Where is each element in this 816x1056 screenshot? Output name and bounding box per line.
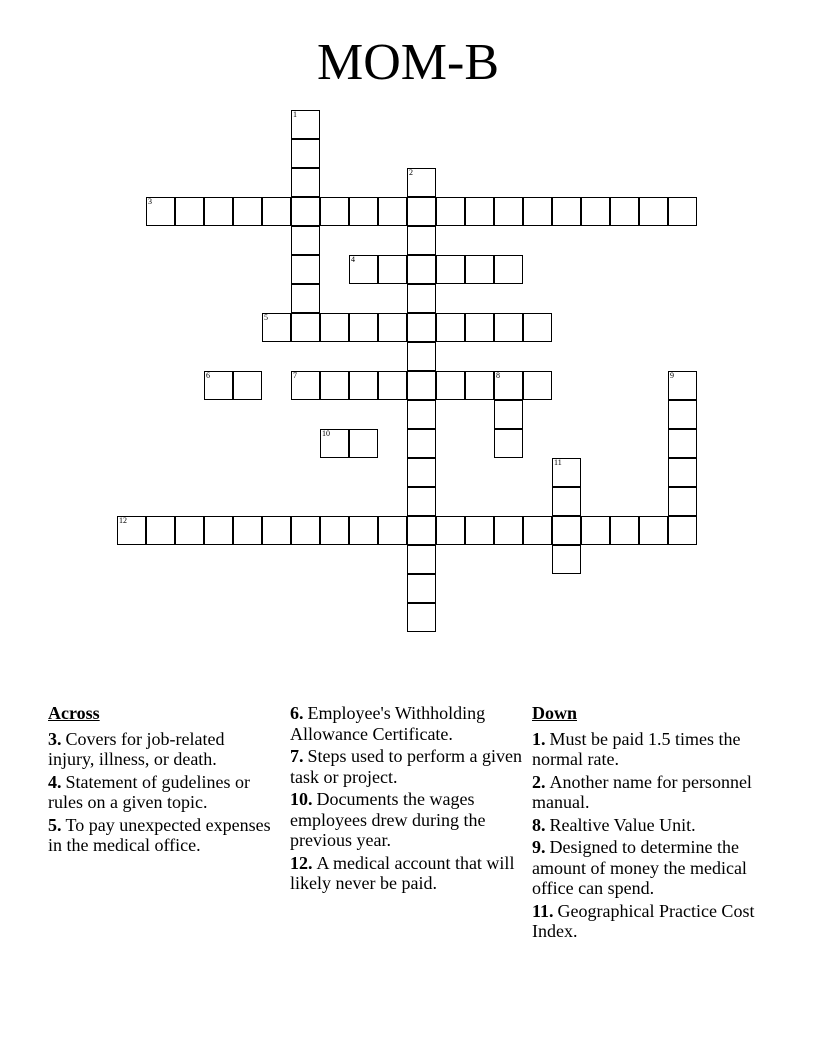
grid-cell[interactable] — [407, 197, 436, 226]
grid-cell[interactable] — [436, 255, 465, 284]
grid-cell[interactable] — [523, 313, 552, 342]
clue-across-6: 6. Employee's Withholding Allowance Certificate. — [290, 703, 486, 744]
grid-cell[interactable] — [668, 458, 697, 487]
grid-cell[interactable] — [668, 487, 697, 516]
grid-cell[interactable] — [233, 197, 262, 226]
grid-cell[interactable] — [436, 371, 465, 400]
grid-cell[interactable] — [465, 313, 494, 342]
clue-across-12: 12. A medical account that will likely never be paid. — [290, 852, 515, 893]
grid-cell[interactable] — [233, 371, 262, 400]
grid-cell[interactable] — [320, 516, 349, 545]
grid-cell[interactable] — [465, 371, 494, 400]
grid-cell[interactable] — [320, 197, 349, 226]
grid-cell[interactable] — [407, 603, 436, 632]
grid-cell[interactable] — [552, 458, 581, 487]
clue-across-10: 10. Documents the wages employees drew during the previous year. — [290, 789, 486, 850]
grid-cell[interactable] — [349, 429, 378, 458]
grid-cell[interactable] — [407, 487, 436, 516]
clues-column-2 — [290, 703, 522, 896]
grid-cell[interactable] — [291, 255, 320, 284]
grid-cell[interactable] — [262, 516, 291, 545]
clue-number: 7 — [293, 371, 297, 380]
clues-column-3 — [532, 703, 757, 944]
grid-cell[interactable] — [291, 110, 320, 139]
grid-cell[interactable] — [552, 516, 581, 545]
clue-across-7: 7. Steps used to perform a given task or project. — [290, 746, 522, 787]
grid-cell[interactable] — [349, 516, 378, 545]
grid-cell[interactable] — [204, 197, 233, 226]
grid-cell[interactable] — [407, 458, 436, 487]
grid-cell[interactable] — [523, 197, 552, 226]
clue-number: 8 — [496, 371, 500, 380]
grid-cell[interactable] — [494, 516, 523, 545]
grid-cell[interactable] — [494, 255, 523, 284]
grid-cell[interactable] — [668, 429, 697, 458]
clue-across-3: 3. Covers for job-related injury, illness, or death. — [48, 728, 225, 769]
clue-across-5: 5. To pay unexpected expenses in the medical office. — [48, 814, 271, 855]
grid-cell[interactable] — [639, 516, 668, 545]
grid-cell[interactable] — [465, 255, 494, 284]
clue-number: 9 — [670, 371, 674, 380]
clue-down-11: 11. Geographical Practice Cost Index. — [532, 900, 755, 941]
grid-cell[interactable] — [233, 516, 262, 545]
grid-cell[interactable] — [407, 371, 436, 400]
grid-cell[interactable] — [668, 197, 697, 226]
grid-cell[interactable] — [523, 371, 552, 400]
grid-cell[interactable] — [436, 313, 465, 342]
grid-cell[interactable] — [378, 516, 407, 545]
grid-cell[interactable] — [407, 313, 436, 342]
clues-column-1 — [48, 703, 273, 858]
grid-cell[interactable] — [378, 371, 407, 400]
grid-cell[interactable] — [349, 255, 378, 284]
grid-cell[interactable] — [552, 197, 581, 226]
grid-cell[interactable] — [639, 197, 668, 226]
grid-cell[interactable] — [407, 284, 436, 313]
grid-cell[interactable] — [407, 516, 436, 545]
grid-cell[interactable] — [378, 197, 407, 226]
grid-cell[interactable] — [291, 197, 320, 226]
grid-cell[interactable] — [407, 342, 436, 371]
grid-cell[interactable] — [668, 400, 697, 429]
clue-number: 10 — [322, 429, 330, 438]
clue-number: 12 — [119, 516, 127, 525]
grid-cell[interactable] — [494, 400, 523, 429]
grid-cell[interactable] — [349, 313, 378, 342]
grid-cell[interactable] — [610, 516, 639, 545]
grid-cell[interactable] — [407, 226, 436, 255]
grid-cell[interactable] — [407, 574, 436, 603]
grid-cell[interactable] — [465, 197, 494, 226]
grid-cell[interactable] — [175, 197, 204, 226]
grid-cell[interactable] — [291, 516, 320, 545]
grid-cell[interactable] — [407, 168, 436, 197]
grid-cell[interactable] — [407, 545, 436, 574]
clue-number: 1 — [293, 110, 297, 119]
grid-cell[interactable] — [291, 168, 320, 197]
grid-cell[interactable] — [494, 313, 523, 342]
grid-cell[interactable] — [465, 516, 494, 545]
clue-number: 6 — [206, 371, 210, 380]
grid-cell[interactable] — [262, 197, 291, 226]
grid-cell[interactable] — [146, 197, 175, 226]
grid-cell[interactable] — [175, 516, 204, 545]
clue-down-1: 1. Must be paid 1.5 times the normal rate. — [532, 728, 741, 769]
grid-cell[interactable] — [581, 197, 610, 226]
clue-across-4: 4. Statement of gudelines or rules on a given topic. — [48, 771, 250, 812]
grid-cell[interactable] — [523, 516, 552, 545]
grid-cell[interactable] — [291, 284, 320, 313]
across-heading: Across — [48, 703, 100, 723]
grid-cell[interactable] — [407, 429, 436, 458]
grid-cell[interactable] — [436, 197, 465, 226]
grid-cell[interactable] — [291, 226, 320, 255]
grid-cell[interactable] — [291, 139, 320, 168]
down-heading: Down — [532, 703, 578, 723]
clue-number: 5 — [264, 313, 268, 322]
grid-cell[interactable] — [610, 197, 639, 226]
clue-number: 3 — [148, 197, 152, 206]
grid-cell[interactable] — [349, 371, 378, 400]
grid-cell[interactable] — [146, 516, 175, 545]
grid-cell[interactable] — [581, 516, 610, 545]
grid-cell[interactable] — [407, 255, 436, 284]
grid-cell[interactable] — [494, 371, 523, 400]
clue-down-2: 2. Another name for personnel manual. — [532, 771, 752, 812]
grid-cell[interactable] — [552, 487, 581, 516]
grid-cell[interactable] — [378, 255, 407, 284]
grid-cell[interactable] — [668, 516, 697, 545]
grid-cell[interactable] — [494, 429, 523, 458]
clue-number: 11 — [554, 458, 562, 467]
clue-down-9: 9. Designed to determine the amount of money the medical office can spend. — [532, 837, 747, 898]
grid-cell[interactable] — [204, 371, 233, 400]
clue-down-8: 8. Realtive Value Unit. — [532, 814, 696, 835]
grid-cell[interactable] — [552, 545, 581, 574]
grid-cell[interactable] — [291, 371, 320, 400]
grid-cell[interactable] — [204, 516, 233, 545]
grid-cell[interactable] — [349, 197, 378, 226]
grid-cell[interactable] — [436, 516, 465, 545]
grid-cell[interactable] — [320, 429, 349, 458]
grid-cell[interactable] — [291, 313, 320, 342]
clue-number: 2 — [409, 168, 413, 177]
grid-cell[interactable] — [262, 313, 291, 342]
puzzle-title: MOM-B — [316, 34, 500, 91]
grid-cell[interactable] — [668, 371, 697, 400]
grid-cell[interactable] — [117, 516, 146, 545]
clue-number: 4 — [351, 255, 355, 264]
grid-cell[interactable] — [494, 197, 523, 226]
grid-cell[interactable] — [320, 371, 349, 400]
grid-cell[interactable] — [378, 313, 407, 342]
grid-cell[interactable] — [407, 400, 436, 429]
grid-cell[interactable] — [320, 313, 349, 342]
